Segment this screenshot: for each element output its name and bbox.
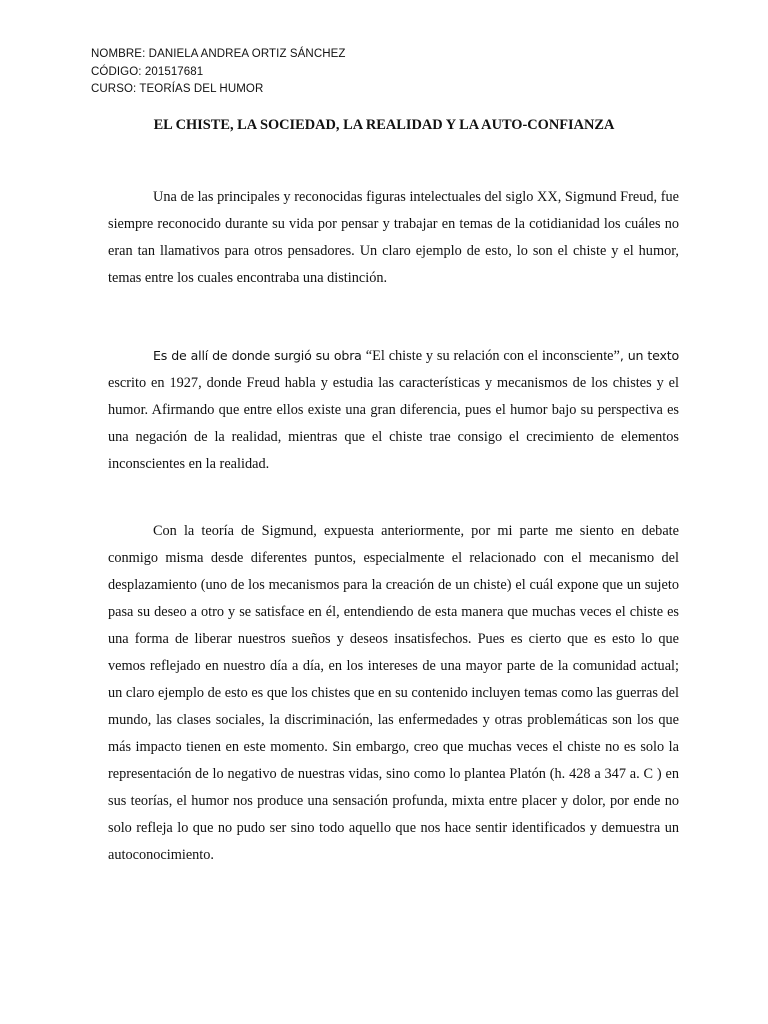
- paragraph-2-quote: “El chiste y su relación con el inconsciente”: [365, 348, 620, 364]
- student-header: [91, 46, 346, 99]
- paragraph-3: Con la teoría de Sigmund, expuesta anteriormente, por mi parte me siento en debate conmigo misma desde diferentes puntos, especialmente el relacionado con el mecanismo del desplazamiento (uno de los mecanismos para la creación de un chiste) el cuál expone que un sujeto pasa su deseo a otro y se satisface en él, entendiendo de esta manera que muchas veces el chiste es una forma de liberar nuestros sueños y deseos insatisfechos. Pues es cierto que es esto lo que vemos reflejado en nuestro día a día, en los intereses de una mayor parte de la comunidad actual; un claro ejemplo de esto es que los chistes que en su contenido incluyen temas como las guerras del mundo, las clases sociales, la discriminación, las enfermedades y otras problemáticas son los que más impacto tienen en este momento. Sin embargo, creo que muchas veces el chiste no es solo la representación de lo negativo de nuestras vidas, sino como lo plantea Platón (h. 428 a 347 a. C ) en sus teorías, el humor nos produce una sensación profunda, mixta entre placer y dolor, por ende no solo refleja lo que no pudo ser sino todo aquello que nos hace sentir identificados y demuestra un autoconocimiento.: [108, 523, 679, 863]
- paragraph-2-lead: Es de allí de donde surgió su obra: [153, 348, 366, 363]
- student-code: CÓDIGO: 201517681: [91, 65, 204, 78]
- paragraph-2-rest: escrito en 1927, donde Freud habla y estudia las características y mecanismos de los chistes y el humor. Afirmando que entre ellos existe una gran diferencia, pues el humor bajo su perspectiva es una negación de la realidad, mientras que el chiste trae consigo el crecimiento de elementos inconscientes en la realidad.: [108, 375, 679, 472]
- student-name: NOMBRE: DANIELA ANDREA ORTIZ SÁNCHEZ: [91, 48, 346, 60]
- document-title: EL CHISTE, LA SOCIEDAD, LA REALIDAD Y LA AUTO-CONFIANZA: [153, 117, 615, 133]
- course-name: CURSO: TEORÍAS DEL HUMOR: [91, 83, 264, 95]
- paragraph-2-connector: , un texto: [619, 348, 679, 363]
- paragraph-1: Una de las principales y reconocidas figuras intelectuales del siglo XX, Sigmund Freud, fue siempre reconocido durante su vida por pensar y trabajar en temas de la cotidianidad los cuáles no eran tan llamativos para otros pensadores. Un claro ejemplo de esto, lo son el chiste y el humor, temas entre los cuales encontraba una distinción.: [108, 189, 679, 286]
- paragraph-2: [108, 342, 679, 478]
